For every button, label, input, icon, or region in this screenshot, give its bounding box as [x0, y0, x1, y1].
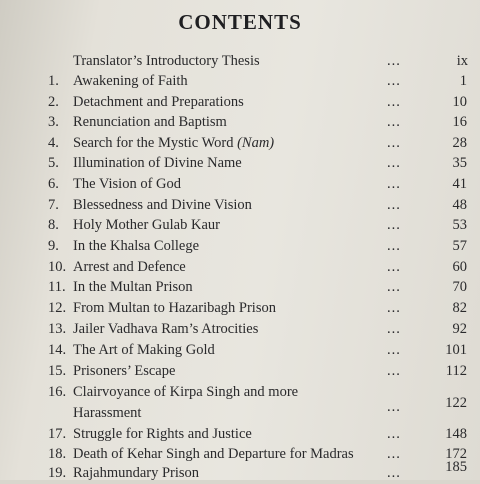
toc-entry-title: Awakening of Faith [73, 73, 188, 89]
toc-leader-dots: ... [387, 426, 401, 442]
toc-page-number: 122 [445, 395, 467, 411]
toc-entry-title: Clairvoyance of Kirpa Singh and more [73, 384, 299, 400]
toc-entry-title-text: Search for the Mystic Word [73, 135, 238, 151]
toc-entry-number: 1. [48, 73, 59, 89]
toc-leader-dots: ... [387, 363, 401, 379]
toc-page-number: 35 [452, 155, 467, 171]
toc-entry-number: 9. [48, 238, 59, 254]
toc-leader-dots: ... [387, 465, 401, 481]
toc-entry-number: 2. [48, 94, 59, 110]
toc-entry [0, 257, 480, 278]
toc-entry-title: Arrest and Defence [73, 259, 186, 275]
toc-entry-number: 11. [48, 279, 66, 295]
toc-intro-entry [73, 53, 468, 73]
toc-entry-title: Death of Kehar Singh and Departure for Madras [73, 446, 354, 462]
toc-page-number: 28 [452, 135, 467, 151]
toc-page-number: 48 [452, 197, 467, 213]
toc-leader-dots: ... [387, 73, 401, 89]
toc-entry-number: 6. [48, 176, 59, 192]
toc-entry [0, 444, 480, 465]
toc-entry-title: Blessedness and Divine Vision [73, 197, 252, 213]
toc-page-number: 82 [452, 300, 467, 316]
toc-page-number: 172 [445, 446, 467, 462]
toc-page-number: ix [456, 53, 468, 69]
toc-entry-number: 3. [48, 114, 59, 130]
toc-entry-title: Illumination of Divine Name [73, 155, 242, 171]
toc-entry-title: Jailer Vadhava Ram’s Atrocities [73, 321, 259, 337]
contents-heading: CONTENTS [178, 10, 302, 34]
toc-page-number: 92 [452, 321, 467, 337]
toc-entry-title: In the Multan Prison [73, 279, 193, 295]
toc-entry-title: Holy Mother Gulab Kaur [73, 217, 220, 233]
toc-entry-number: 13. [48, 321, 67, 337]
toc-entry [0, 92, 480, 113]
toc-entry-title: Rajahmundary Prison [73, 465, 200, 481]
toc-entry [0, 277, 480, 298]
toc-entry-number: 17. [48, 426, 67, 442]
toc-entry-title: Prisoners’ Escape [73, 363, 176, 379]
toc-leader-dots: ... [387, 446, 401, 462]
toc-entry [0, 361, 480, 382]
toc-entry-number: 7. [48, 197, 59, 213]
toc-entry-title: The Vision of God [73, 176, 182, 192]
toc-entry [0, 298, 480, 319]
toc-entry-number: 10. [48, 259, 67, 275]
toc-entry-title: Harassment [73, 405, 142, 421]
toc-leader-dots: ... [387, 155, 401, 171]
toc-entry [0, 319, 480, 340]
toc-page-number: 41 [452, 176, 467, 192]
toc-leader-dots: ... [387, 114, 401, 130]
toc-leader-dots: ... [387, 238, 401, 254]
toc-page-number: 10 [452, 94, 467, 110]
toc-leader-dots: ... [387, 321, 401, 337]
toc-leader-dots: ... [387, 135, 401, 151]
toc-leader-dots: ... [387, 300, 401, 316]
toc-entry [0, 195, 480, 216]
toc-entry-number: 12. [48, 300, 67, 316]
toc-entry-title: The Art of Making Gold [73, 342, 215, 358]
toc-entry-number: 15. [48, 363, 67, 379]
toc-entry [0, 174, 480, 195]
toc-entry-number: 19. [48, 465, 67, 481]
toc-entry [0, 459, 480, 484]
toc-page-number: 70 [452, 279, 467, 295]
toc-page-number: 148 [445, 426, 467, 442]
toc-entry [0, 153, 480, 174]
toc-entry-number: 8. [48, 217, 59, 233]
toc-page-number: 1 [459, 73, 467, 89]
toc-leader-dots: ... [387, 53, 401, 69]
toc-page-number: 101 [445, 342, 467, 358]
toc-entry-title: Renunciation and Baptism [73, 114, 227, 130]
toc-leader-dots: ... [387, 342, 401, 358]
toc-page-number: 60 [452, 259, 467, 275]
toc-leader-dots: ... [387, 197, 401, 213]
toc-entry [0, 236, 480, 257]
toc-page-number: 16 [452, 114, 467, 130]
toc-leader-dots: ... [387, 217, 401, 233]
toc-entry [0, 395, 480, 424]
toc-entry-title: In the Khalsa College [73, 238, 200, 254]
toc-entry [0, 112, 480, 133]
toc-leader-dots: ... [387, 259, 401, 275]
toc-page-number: 53 [452, 217, 467, 233]
toc-entry [0, 340, 480, 361]
toc-entry-number: 14. [48, 342, 67, 358]
toc-entry-title-italic: (Nam) [237, 135, 275, 151]
toc-page-number: 57 [452, 238, 467, 254]
toc-entry-number: 18. [48, 446, 67, 462]
toc-leader-dots: ... [387, 94, 401, 110]
toc-entry-title [73, 133, 274, 154]
toc-leader-dots: ... [387, 176, 401, 192]
toc-page-number: 185 [445, 459, 467, 475]
toc-leader-dots: ... [387, 399, 401, 415]
toc-entry [0, 215, 480, 236]
toc-entry [0, 424, 480, 445]
toc-page-number: 112 [445, 363, 467, 379]
toc-entry-title: Detachment and Preparations [73, 94, 244, 110]
toc-entry-number: 4. [48, 135, 59, 151]
toc-entry-number: 5. [48, 155, 59, 171]
toc-entry [0, 133, 480, 154]
toc-leader-dots: ... [387, 279, 401, 295]
toc-entry-title: From Multan to Hazaribagh Prison [73, 300, 276, 316]
toc-entry [0, 382, 480, 403]
toc-entry-number: 16. [48, 384, 67, 400]
toc-intro-label: Translator’s Introductory Thesis [73, 53, 260, 69]
toc-entry-title: Struggle for Rights and Justice [73, 426, 252, 442]
toc-entry [0, 71, 480, 92]
